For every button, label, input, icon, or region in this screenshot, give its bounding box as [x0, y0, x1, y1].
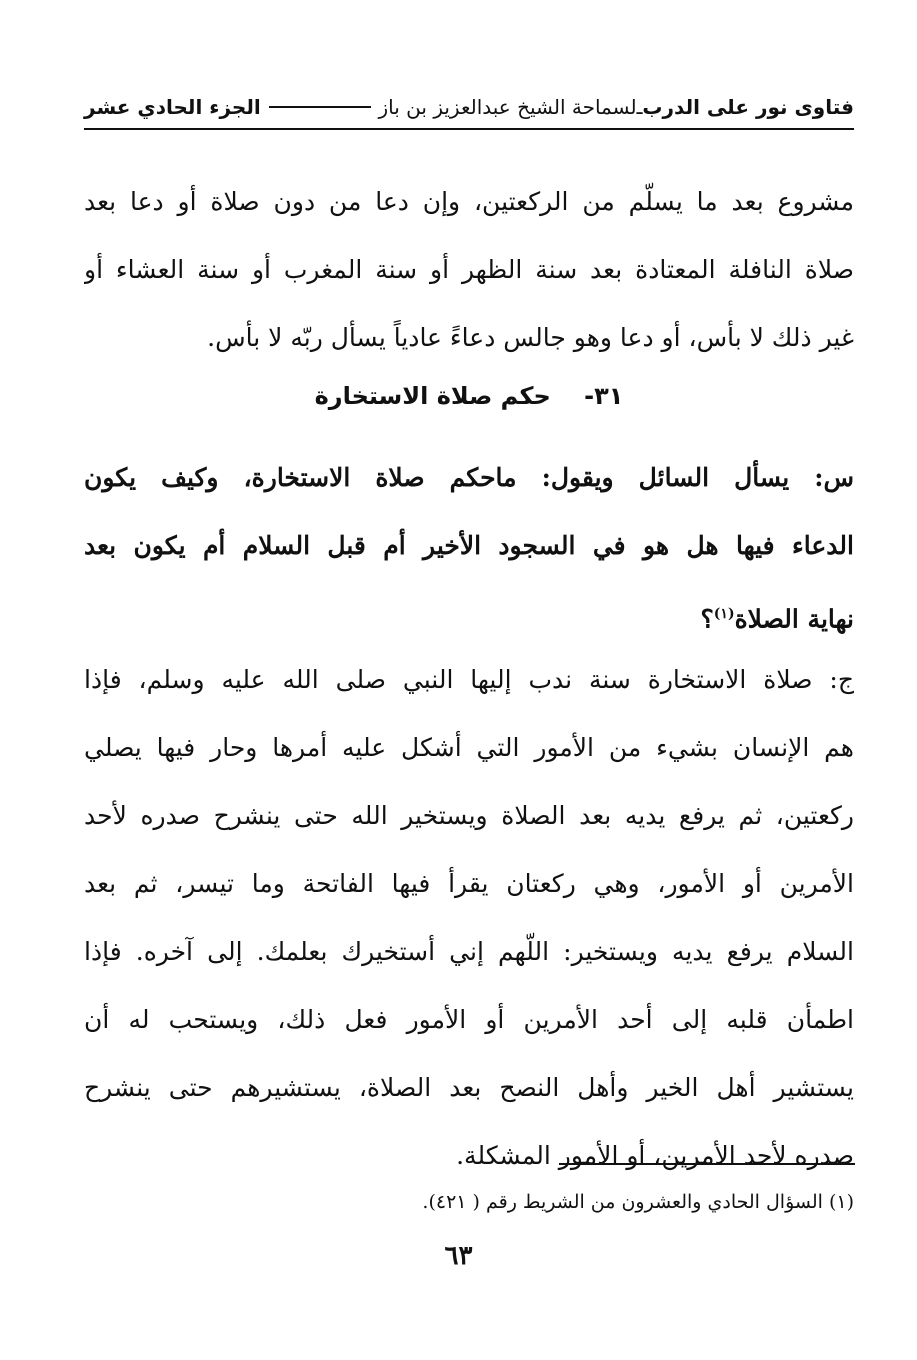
text-line: صلاة النافلة المعتادة بعد سنة الظهر أو سنة المغرب أو سنة العشاء أو	[84, 255, 854, 284]
text-line: مشروع بعد ما يسلّم من الركعتين، وإن دعا من دون صلاة أو دعا بعد	[84, 187, 854, 216]
question-line	[84, 580, 854, 648]
footnote-divider	[559, 1163, 855, 1165]
answer-line: هم الإنسان بشيء من الأمور التي أشكل عليه أمرها وحار فيها يصلي	[84, 733, 854, 762]
header-rule	[269, 106, 371, 108]
answer-line: ج: صلاة الاستخارة سنة ندب إليها النبي صلى الله عليه وسلم، فإذا	[84, 665, 854, 694]
header-book-title: فتاوى نور على الدرب	[642, 95, 854, 119]
question-line: الدعاء فيها هل هو في السجود الأخير أم قبل السلام أم يكون بعد	[84, 531, 854, 560]
answer-line: ركعتين، ثم يرفع يديه بعد الصلاة ويستخير الله حتى ينشرح صدره لأحد	[84, 801, 854, 830]
question-line: س: يسأل السائل ويقول: ماحكم صلاة الاستخارة، وكيف يكون	[84, 463, 854, 492]
footnote: (١) السؤال الحادي والعشرون من الشريط رقم ( ٤٢١).	[422, 1191, 854, 1213]
section-number: ٣١-	[584, 382, 624, 410]
question-block	[84, 444, 854, 648]
header-volume: الجزء الحادي عشر	[84, 95, 261, 119]
page-number: ٦٣	[444, 1241, 473, 1271]
answer-line: اطمأن قلبه إلى أحد الأمرين أو الأمور فعل ذلك، ويستحب له أن	[84, 1005, 854, 1034]
answer-line: صدره لأحد الأمرين، أو الأمور المشكلة.	[456, 1141, 854, 1170]
section-heading	[84, 372, 854, 420]
question-mark: ؟	[700, 604, 714, 634]
section-title: حكم صلاة الاستخارة	[314, 382, 551, 410]
running-header	[84, 92, 854, 130]
paragraph-continuation	[84, 168, 854, 372]
header-author: لسماحة الشيخ عبدالعزيز بن باز	[378, 95, 637, 119]
answer-line: الأمرين أو الأمور، وهي ركعتان يقرأ فيها الفاتحة وما تيسر، ثم بعد	[84, 869, 854, 898]
question-last-text: نهاية الصلاة	[734, 604, 854, 634]
answer-line: السلام يرفع يديه ويستخير: اللّهم إني أستخيرك بعلمك. إلى آخره. فإذا	[84, 937, 854, 966]
header-dash: ـ	[636, 95, 643, 119]
answer-block	[84, 646, 854, 1190]
answer-line: يستشير أهل الخير وأهل النصح بعد الصلاة، يستشيرهم حتى ينشرح	[84, 1073, 854, 1102]
footnote-reference[interactable]: (١)	[713, 606, 735, 622]
text-line: غير ذلك لا بأس، أو دعا وهو جالس دعاءً عادياً يسأل ربّه لا بأس.	[207, 323, 854, 352]
